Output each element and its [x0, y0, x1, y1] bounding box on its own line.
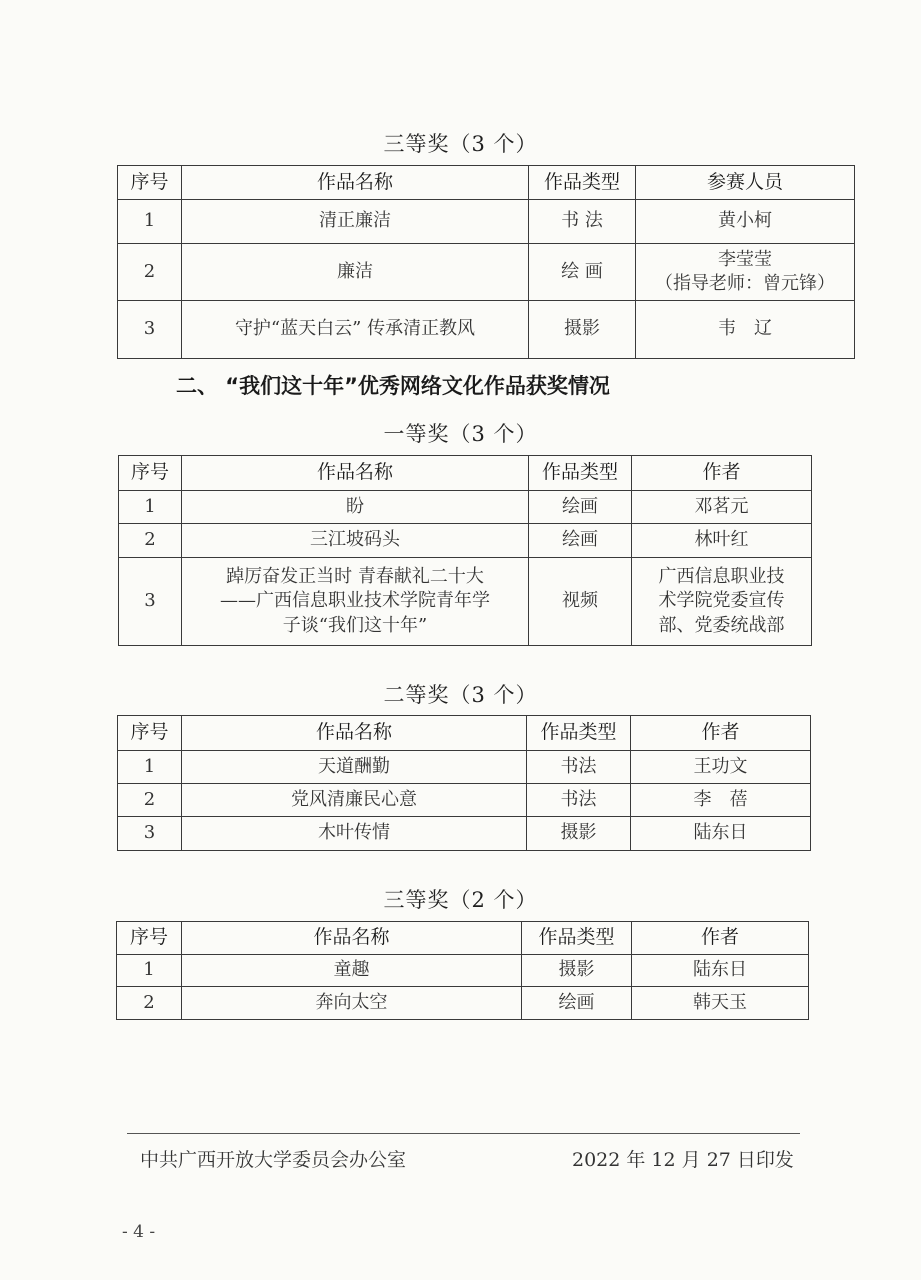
table-header-row — [118, 166, 855, 200]
table-b-title: 一等奖（3 个） — [383, 422, 538, 446]
third-prize-table-a — [117, 165, 855, 359]
cell-name: 三江坡码头 — [182, 524, 529, 558]
cell-no: 1 — [118, 200, 182, 244]
header-no: 序号 — [118, 716, 182, 751]
cell-name: 童趣 — [182, 955, 522, 987]
name-line: 踔厉奋发正当时 青春献礼二十大 — [226, 566, 484, 588]
first-prize-table — [118, 455, 812, 646]
cell-no: 2 — [118, 784, 182, 817]
table-header-row — [119, 456, 812, 491]
header-name: 作品名称 — [182, 716, 527, 751]
table-row — [118, 751, 811, 784]
cell-author: 李 蓓 — [631, 784, 811, 817]
author-line: 部、党委统战部 — [658, 614, 785, 636]
author-line: 广西信息职业技 — [658, 566, 785, 588]
cell-name: 守护“蓝天白云” 传承清正教风 — [182, 301, 529, 359]
cell-type: 视频 — [529, 558, 632, 646]
cell-no: 1 — [117, 955, 182, 987]
header-author: 作者 — [632, 922, 809, 955]
cell-type: 绘 画 — [529, 244, 636, 301]
cell-name: 清正廉洁 — [182, 200, 529, 244]
cell-author: 王功文 — [631, 751, 811, 784]
table-header-row — [118, 716, 811, 751]
cell-type: 绘画 — [529, 524, 632, 558]
cell-author: 林叶红 — [632, 524, 812, 558]
table-row — [118, 301, 855, 359]
header-type: 作品类型 — [527, 716, 631, 751]
cell-author — [632, 558, 812, 646]
cell-type: 绘画 — [522, 987, 632, 1020]
header-no: 序号 — [119, 456, 182, 491]
header-name: 作品名称 — [182, 922, 522, 955]
cell-type: 摄影 — [527, 817, 631, 851]
cell-author: 陆东日 — [632, 955, 809, 987]
cell-type: 摄影 — [529, 301, 636, 359]
cell-name — [182, 558, 529, 646]
cell-name: 盼 — [182, 491, 529, 524]
cell-person: 黄小柯 — [636, 200, 855, 244]
cell-name: 党风清廉民心意 — [182, 784, 527, 817]
header-type: 作品类型 — [522, 922, 632, 955]
header-name: 作品名称 — [182, 166, 529, 200]
cell-no: 1 — [119, 491, 182, 524]
third-prize-table-b — [116, 921, 809, 1020]
cell-author: 邓茗元 — [632, 491, 812, 524]
table-c-title: 二等奖（3 个） — [383, 683, 538, 707]
header-no: 序号 — [117, 922, 182, 955]
second-prize-table — [117, 715, 811, 851]
table-row — [118, 244, 855, 301]
name-line: 子谈“我们这十年” — [282, 614, 428, 636]
cell-type: 书法 — [527, 784, 631, 817]
header-no: 序号 — [118, 166, 182, 200]
footer-date: 2022 年 12 月 27 日印发 — [572, 1149, 794, 1171]
table-row — [118, 784, 811, 817]
footer-divider — [127, 1133, 800, 1134]
cell-no: 3 — [118, 817, 182, 851]
table-row — [118, 817, 811, 851]
cell-no: 1 — [118, 751, 182, 784]
table-row — [117, 987, 809, 1020]
table-row — [117, 955, 809, 987]
author-line: 术学院党委宣传 — [658, 590, 785, 612]
cell-type: 摄影 — [522, 955, 632, 987]
cell-no: 2 — [119, 524, 182, 558]
table-row — [119, 491, 812, 524]
cell-name: 天道酬勤 — [182, 751, 527, 784]
cell-person — [636, 244, 855, 301]
cell-name: 木叶传情 — [182, 817, 527, 851]
table-row — [118, 200, 855, 244]
header-person: 参赛人员 — [636, 166, 855, 200]
footer-issuer: 中共广西开放大学委员会办公室 — [140, 1149, 407, 1171]
cell-type: 书 法 — [529, 200, 636, 244]
table-a-title: 三等奖（3 个） — [383, 132, 538, 156]
header-author: 作者 — [632, 456, 812, 491]
cell-person: 韦 辽 — [636, 301, 855, 359]
cell-type: 书法 — [527, 751, 631, 784]
table-header-row — [117, 922, 809, 955]
person-name: 李莹莹 — [718, 248, 772, 270]
page-number: - 4 - — [122, 1222, 156, 1242]
cell-no: 3 — [118, 301, 182, 359]
cell-type: 绘画 — [529, 491, 632, 524]
cell-name: 廉洁 — [182, 244, 529, 301]
header-author: 作者 — [631, 716, 811, 751]
cell-author: 韩天玉 — [632, 987, 809, 1020]
cell-name: 奔向太空 — [182, 987, 522, 1020]
table-row — [119, 524, 812, 558]
cell-author: 陆东日 — [631, 817, 811, 851]
cell-no: 2 — [118, 244, 182, 301]
table-row — [119, 558, 812, 646]
header-type: 作品类型 — [529, 456, 632, 491]
name-line: ——广西信息职业技术学院青年学 — [220, 590, 490, 612]
cell-no: 3 — [119, 558, 182, 646]
cell-no: 2 — [117, 987, 182, 1020]
table-d-title: 三等奖（2 个） — [383, 888, 538, 912]
header-type: 作品类型 — [529, 166, 636, 200]
header-name: 作品名称 — [182, 456, 529, 491]
advisor-note: （指导老师：曾元锋） — [655, 273, 835, 294]
section-two-heading: 二、 “我们这十年”优秀网络文化作品获奖情况 — [176, 374, 610, 398]
